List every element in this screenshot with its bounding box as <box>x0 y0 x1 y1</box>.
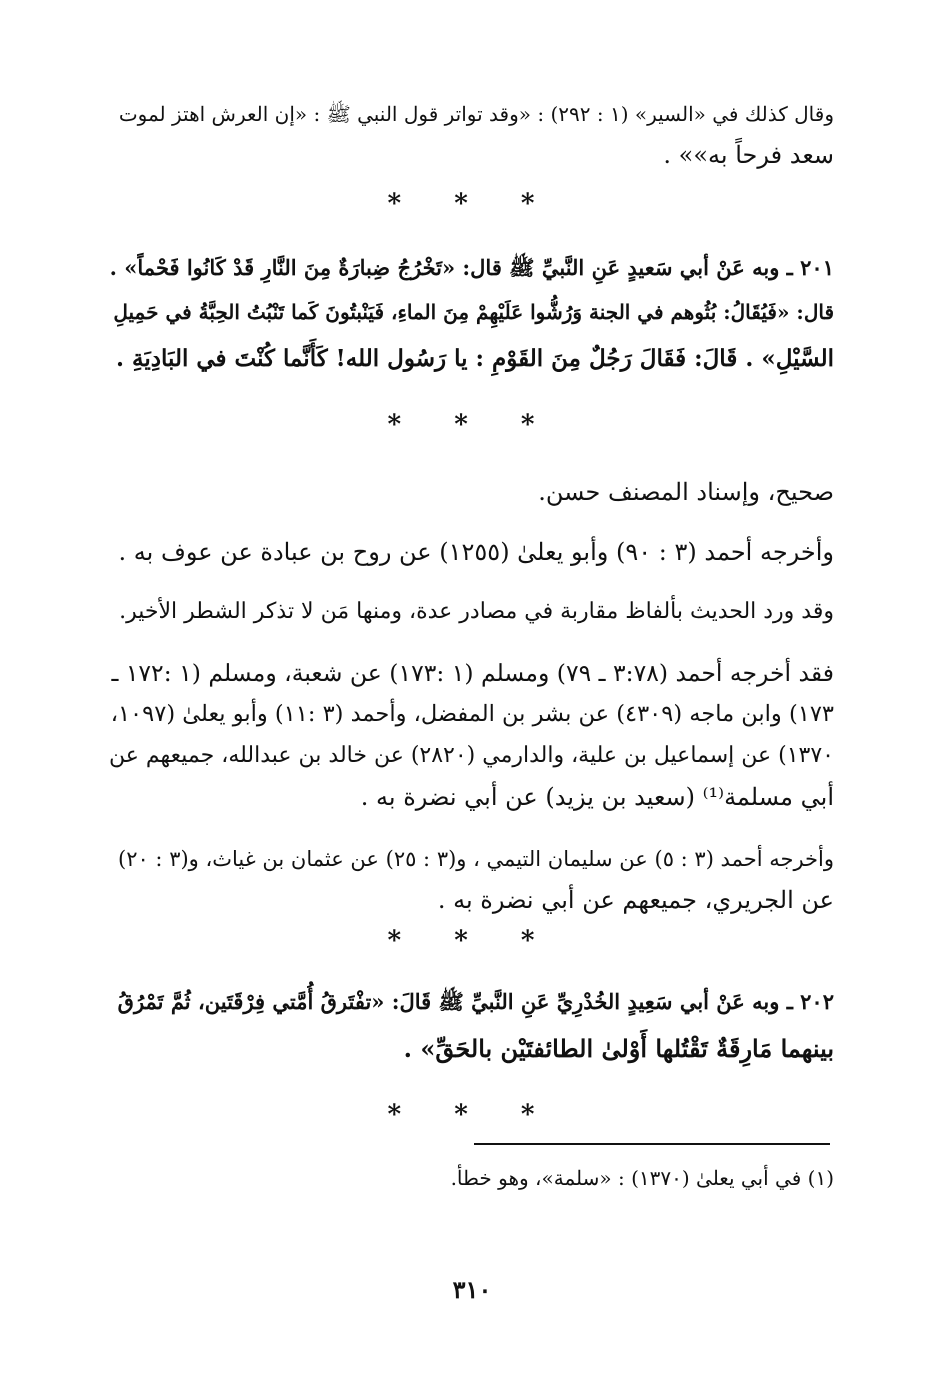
commentary-line: ١٣٧٠) عن إسماعيل بن علية، والدارمي (٢٨٢٠) عن خالد بن عبدالله، جميعهم عن <box>109 743 834 768</box>
text-line: سعد فرحاً به»» . <box>663 141 834 169</box>
commentary-line: عن الجريري، جميعهم عن أبي نضرة به . <box>437 886 834 914</box>
page-number: ٣١٠ <box>452 1275 492 1304</box>
commentary-line: وقد ورد الحديث بألفاظ مقاربة في مصادر عدة، ومنها مَن لا تذكر الشطر الأخير. <box>119 599 834 624</box>
hadith-line: السَّيْلِ» . قَالَ: فَقَالَ رَجُلٌ مِنَ القَوْمِ : يا رَسُول الله! كَأَنَّما كُنْتَ في البَادِيَةِ . <box>116 345 834 372</box>
hadith-line: ٢٠٢ ـ وبه عَنْ أبي سَعِيدٍ الخُدْرِيِّ عَنِ النَّبيِّ ﷺ قَالَ: «تفْتَرقُ أُمَّتي فِرْقَتَين، ثُمَّ تَمْرُقُ <box>117 989 834 1014</box>
footnote-rule <box>474 1143 830 1145</box>
text-line: وقال كذلك في «السير» (١ : ٢٩٢) : «وقد تواتر قول النبي ﷺ : «إن العرش اهتز لموت <box>118 102 834 126</box>
hadith-line: قال: «فَيُقَالُ: بُثُوهم في الجنة وَرُشُّوا عَلَيْهِمْ مِنَ الماءِ، فَيَنْبتُونَ كَما تَنْبُتُ الحِبَّةُ في حَمِيلِ <box>113 300 834 324</box>
hadith-line: بينهما مَارِقَةٌ تَقْتُلها أَوْلىٰ الطائفتَيْن بالحَقِّ» . <box>403 1034 834 1063</box>
section-separator: * * * <box>387 189 557 219</box>
hadith-line: ٢٠١ ـ وبه عَنْ أبي سَعيدٍ عَنِ النَّبيِّ ﷺ قال: «تَخْرُجُ ضِبارَةٌ مِنَ النَّارِ قَدْ كَانُوا فَحْماً» . <box>109 255 834 280</box>
section-separator: * * * <box>387 926 557 956</box>
commentary-line: وأخرجه أحمد (٣ : ٥) عن سليمان التيمي ، و(٣ : ٢٥) عن عثمان بن غياث، و(٣ : ٢٠) <box>117 847 834 871</box>
section-separator: * * * <box>387 410 557 440</box>
commentary-line: فقد أخرجه أحمد (٣:٧٨ ـ ٧٩) ومسلم (١ :١٧٣) عن شعبة، ومسلم (١ :١٧٢ ـ <box>111 659 834 687</box>
commentary-line: وأخرجه أحمد (٣ : ٩٠) وأبو يعلىٰ (١٢٥٥) عن روح بن عبادة عن عوف به . <box>118 538 834 566</box>
commentary-line: ١٧٣) وابن ماجه (٤٣٠٩) عن بشر بن المفضل، وأحمد (٣ :١١) وأبو يعلىٰ (١٠٩٧، <box>110 701 834 727</box>
section-separator: * * * <box>387 1100 557 1130</box>
commentary-line: صحيح، وإسناد المصنف حسن. <box>538 478 834 506</box>
footnote: (١) في أبي يعلىٰ (١٣٧٠) : «سلمة»، وهو خطأ. <box>450 1166 834 1190</box>
commentary-line: أبي مسلمة⁽¹⁾ (سعيد بن يزيد) عن أبي نضرة به . <box>360 783 834 811</box>
